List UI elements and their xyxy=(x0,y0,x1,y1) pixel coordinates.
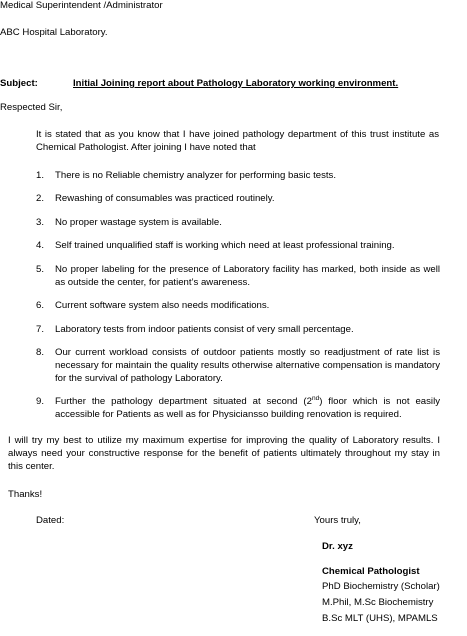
list-item-text: Our current workload consists of outdoor patients mostly so readjustment of rate list is necessary for maintain the quality results otherwise alternative compensation is mandatory for the survival of pathology Laboratory. xyxy=(55,347,440,384)
qualification-line: M.Phil, M.Sc Biochemistry xyxy=(322,597,434,608)
list-item-text: Laboratory tests from indoor patients consist of very small percentage. xyxy=(55,324,354,335)
list-item-number: 8. xyxy=(36,347,45,358)
subject-label: Subject: xyxy=(0,78,38,89)
subject-text: Initial Joining report about Pathology Laboratory working environment. xyxy=(73,78,399,89)
dated-label: Dated: xyxy=(36,515,65,526)
list-item-number: 1. xyxy=(36,170,45,181)
list-item-number: 9. xyxy=(36,396,45,407)
thanks-text: Thanks! xyxy=(8,489,43,500)
list-item-number: 7. xyxy=(36,324,45,335)
qualification-line: B.Sc MLT (UHS), MPAMLS xyxy=(322,613,438,624)
ordinal-superscript: nd xyxy=(311,394,320,402)
signatory-name: Dr. xyz xyxy=(322,541,353,552)
list-item-number: 6. xyxy=(36,300,45,311)
list-item-text: Rewashing of consumables was practiced routinely. xyxy=(55,193,275,204)
recipient-organization: ABC Hospital Laboratory. xyxy=(0,27,108,38)
list-item-text: There is no Reliable chemistry analyzer for performing basic tests. xyxy=(55,170,336,181)
list-item-number: 4. xyxy=(36,240,45,251)
list-item-text: No proper labeling for the presence of Laboratory facility has marked, both inside as well as outside the center, for patient’s awareness. xyxy=(55,264,440,288)
list-item-number: 2. xyxy=(36,193,45,204)
list-item-number: 5. xyxy=(36,264,45,275)
list-item-text-part: Further the pathology department situated at second (2 xyxy=(55,396,312,407)
salutation: Respected Sir, xyxy=(0,102,63,113)
intro-paragraph: It is stated that as you know that I have joined pathology department of this trust institute as Chemical Pathologist. After joining I have noted that xyxy=(36,129,439,153)
list-item-text: Self trained unqualified staff is working which need at least professional training. xyxy=(55,240,395,251)
sign-off: Yours truly, xyxy=(314,515,361,526)
list-item-number: 3. xyxy=(36,217,45,228)
list-item-text: Current software system also needs modifications. xyxy=(55,300,270,311)
qualification-line: PhD Biochemistry (Scholar) xyxy=(322,581,440,592)
closing-paragraph: I will try my best to utilize my maximum expertise for improving the quality of Laboratory results. I always need your constructive response for the benefit of patients ultimately throughout my stay in this center. xyxy=(8,435,440,472)
list-item-text-part: ) floor which is not easily accessible for Patients as well as for Physiciansso building renovation is required. xyxy=(55,396,440,420)
list-item-text xyxy=(55,395,440,421)
list-item-text: No proper wastage system is available. xyxy=(55,217,222,228)
signatory-designation: Chemical Pathologist xyxy=(322,566,420,577)
recipient-title: Medical Superintendent /Administrator xyxy=(0,0,163,11)
